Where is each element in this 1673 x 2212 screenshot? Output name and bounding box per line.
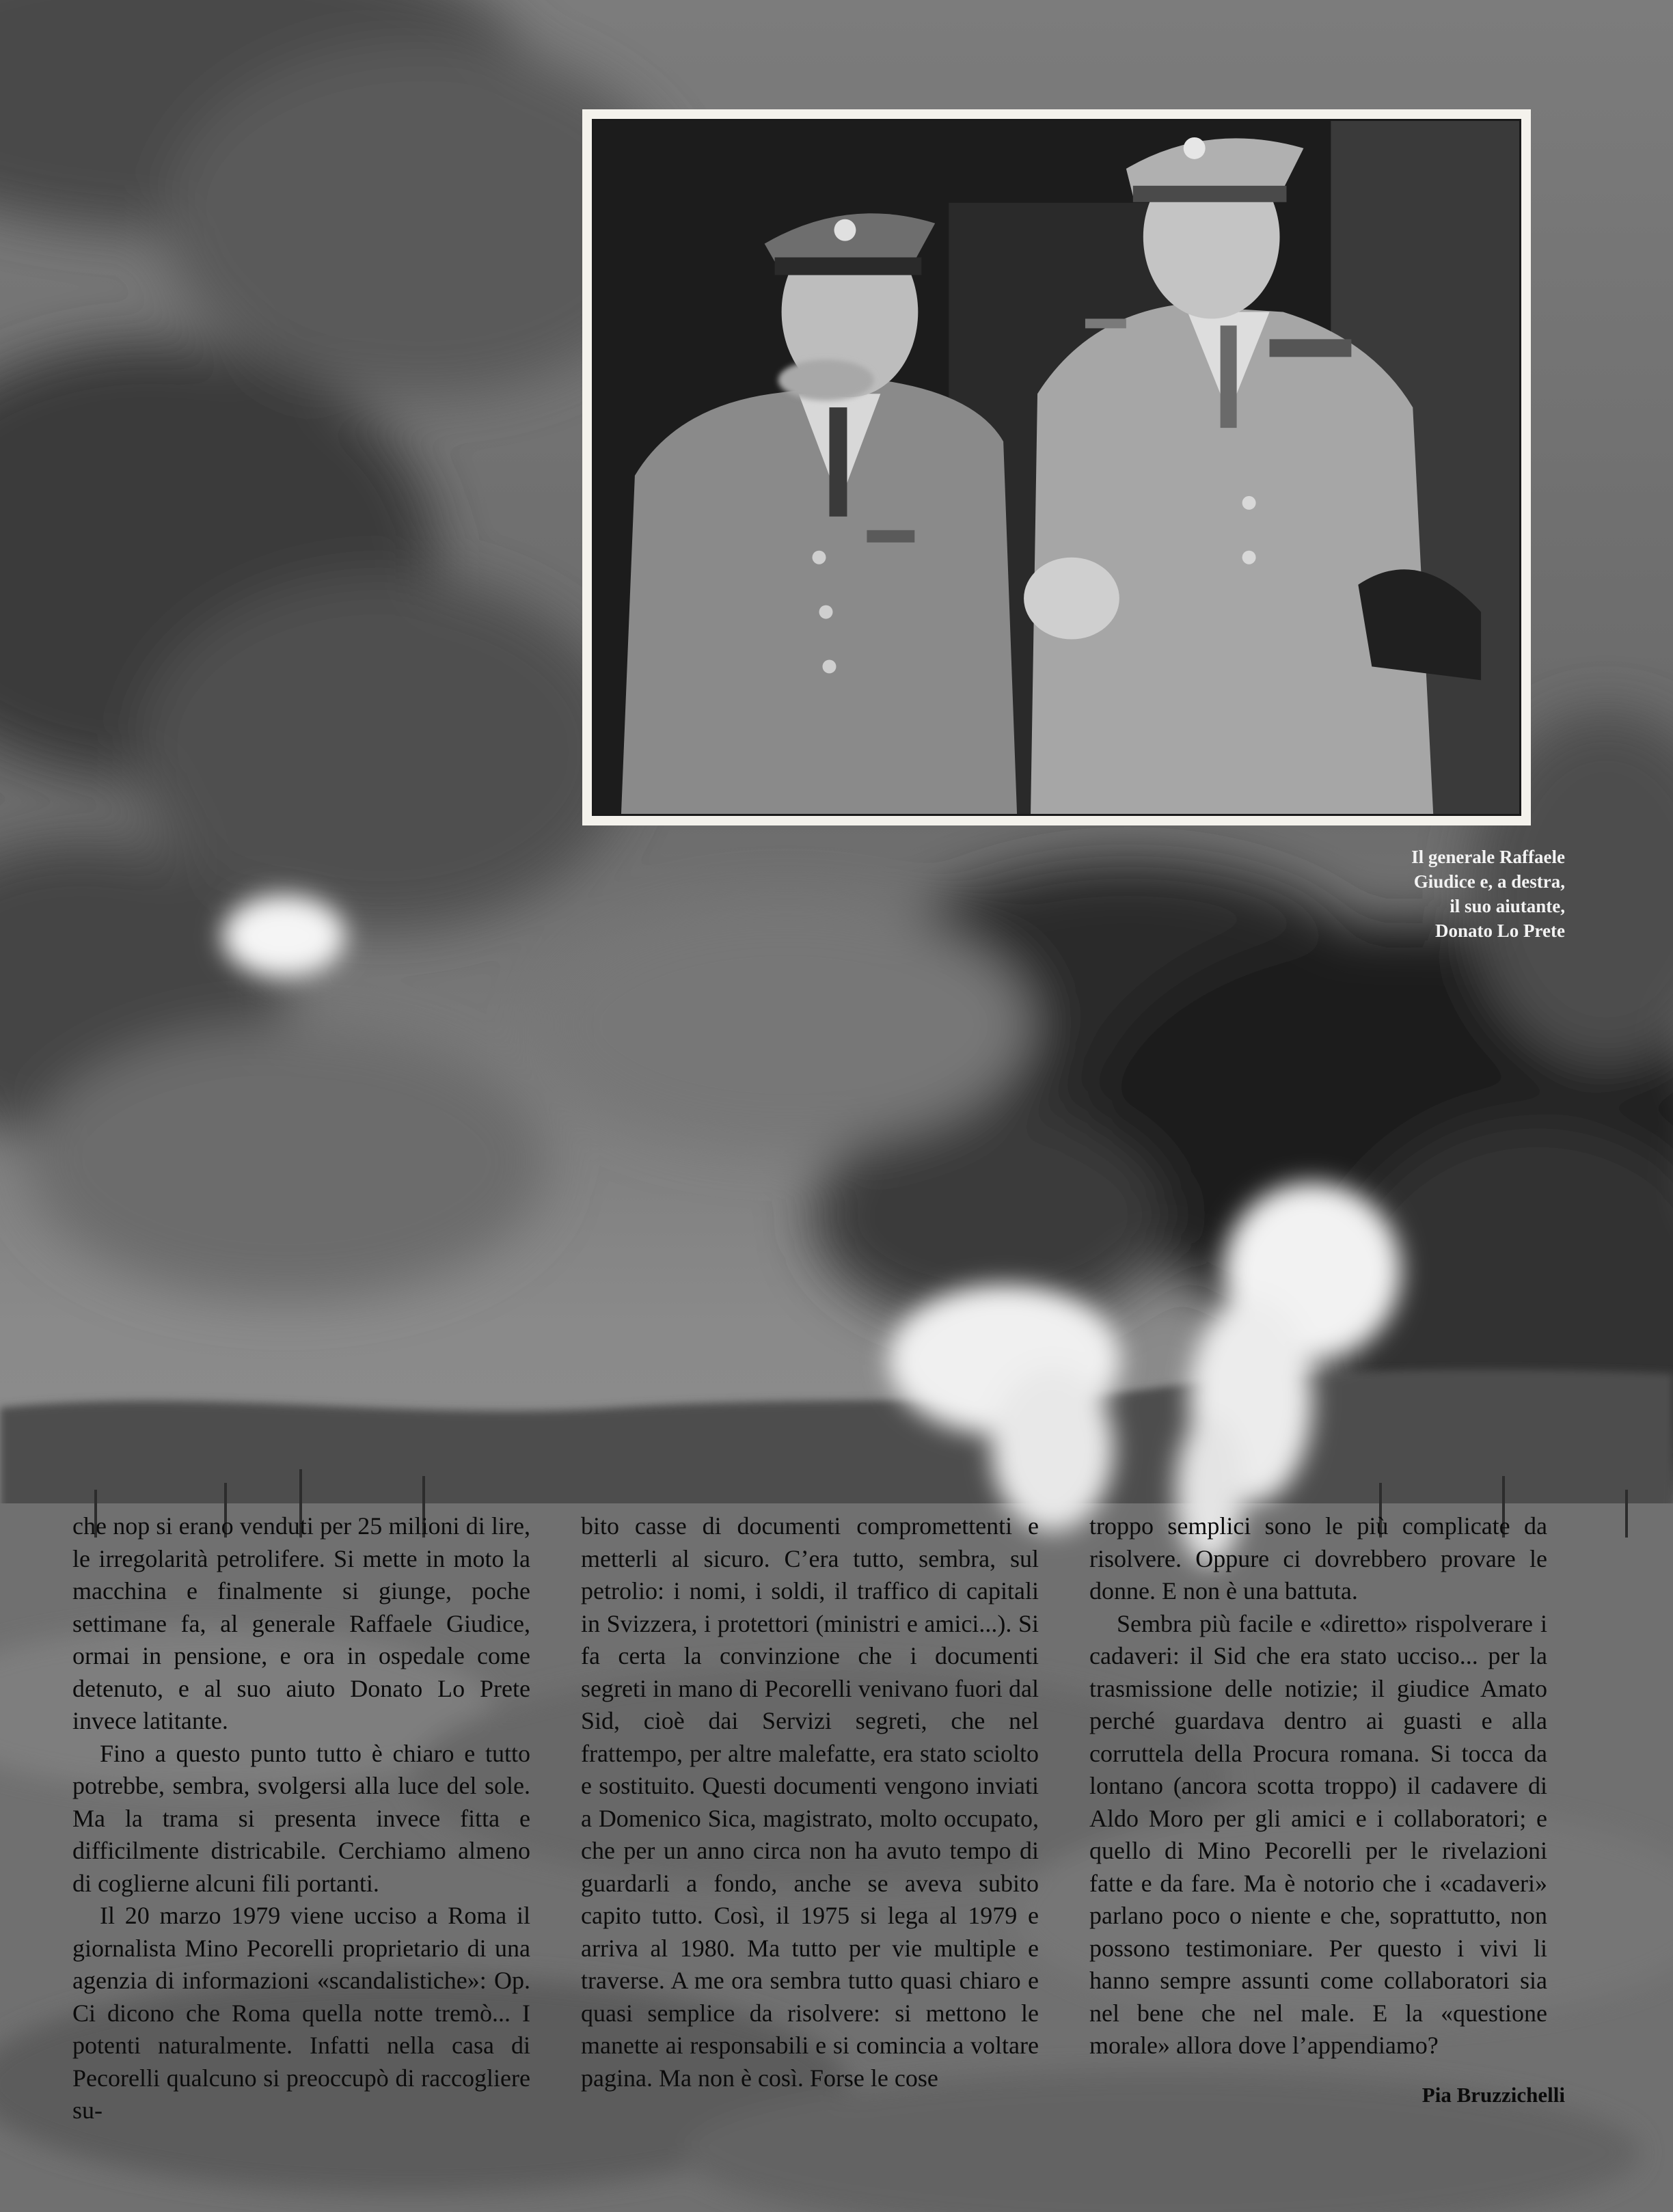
author-signature: Pia Bruzzichelli bbox=[1422, 2083, 1565, 2107]
caption-line: Il generale Raffaele bbox=[1411, 847, 1565, 867]
generals-photo bbox=[592, 119, 1521, 816]
paragraph: Fino a questo punto tutto è chiaro e tutto potrebbe, sembra, svolgersi alla luce del sole. Ma la trama si presenta invece fitta e difficilmente districabile. Cerchiamo almeno di coglierne alcuni fili portanti. bbox=[72, 1739, 530, 1897]
paragraph: bito casse di documenti compromettenti e metterli al sicuro. C’era tutto, sembra, sul petrolio: i nomi, i soldi, il traffico di capitali in Svizzera, i protettori (ministri e amici...). Si fa certa la convinzione che i documenti segreti in mano di Pecorelli venivano fuori dal Sid, cioè dai Servizi segreti, che nel frattempo, per altre malefatte, era stato sciolto e sostituito. Questi documenti vengono inviati a Domenico Sica, magistrato, molto occupato, che per un anno circa non ha avuto tempo di guardarli a fondo, anche se aveva subito capito tutto. Così, il 1975 si lega al 1979 e arriva al 1980. Ma tutto per vie multiple e traverse. A me ora sembra tutto quasi chiaro e quasi semplice da risolvere: si mettono le manette ai responsabili e si comincia a voltare pagina. Ma non è così. Forse le cose bbox=[581, 1512, 1039, 2092]
caption-line: Donato Lo Prete bbox=[1435, 920, 1565, 941]
article-column-2 bbox=[581, 1510, 1039, 2094]
photo-caption bbox=[1298, 845, 1565, 943]
article-column-3 bbox=[1089, 1510, 1547, 2062]
paragraph: troppo semplici sono le più complicate da risolvere. Oppure ci dovrebbero provare le donne. E non è una battuta. bbox=[1089, 1512, 1547, 1605]
inset-photo-frame bbox=[582, 109, 1531, 825]
paragraph: Il 20 marzo 1979 viene ucciso a Roma il giornalista Mino Pecorelli proprietario di una agenzia di informazioni «scandalistiche»: Op. Ci dicono che Roma quella notte tremò... I potenti naturalmente. Infatti nella casa di Pecorelli qualcuno si preoccupò di raccogliere su- bbox=[72, 1902, 530, 2124]
caption-line: il suo aiutante, bbox=[1450, 896, 1565, 916]
caption-line: Giudice e, a destra, bbox=[1413, 871, 1565, 892]
paragraph: Sembra più facile e «diretto» rispolverare i cadaveri: il Sid che era stato ucciso... per la trasmissione delle notizie; il giudice Amato perché guardava dentro ai guasti e alla corruttela della Procura romana. Si tocca da lontano (ancora scotta troppo) il cadavere di Aldo Moro per gli amici e i collaboratori; e quello di Mino Pecorelli per le rivelazioni fatte e da fare. Ma è notorio che i «cadaveri» parlano poco o niente e che, soprattutto, non possono testimoniare. Per questo i vivi li hanno sempre assunti come collaboratori sia nel bene che nel male. E la «questione morale» allora dove l’appendiamo? bbox=[1089, 1609, 1547, 2059]
article-column-1 bbox=[72, 1510, 530, 2127]
paragraph: che nop si erano venduti per 25 milioni di lire, le irregolarità petrolifere. Si mette in moto la macchina e finalmente si giunge, poche settimane fa, al generale Raffaele Giudice, ormai in pensione, e ora in ospedale come detenuto, e al suo aiuto Donato Lo Prete invece latitante. bbox=[72, 1512, 530, 1734]
